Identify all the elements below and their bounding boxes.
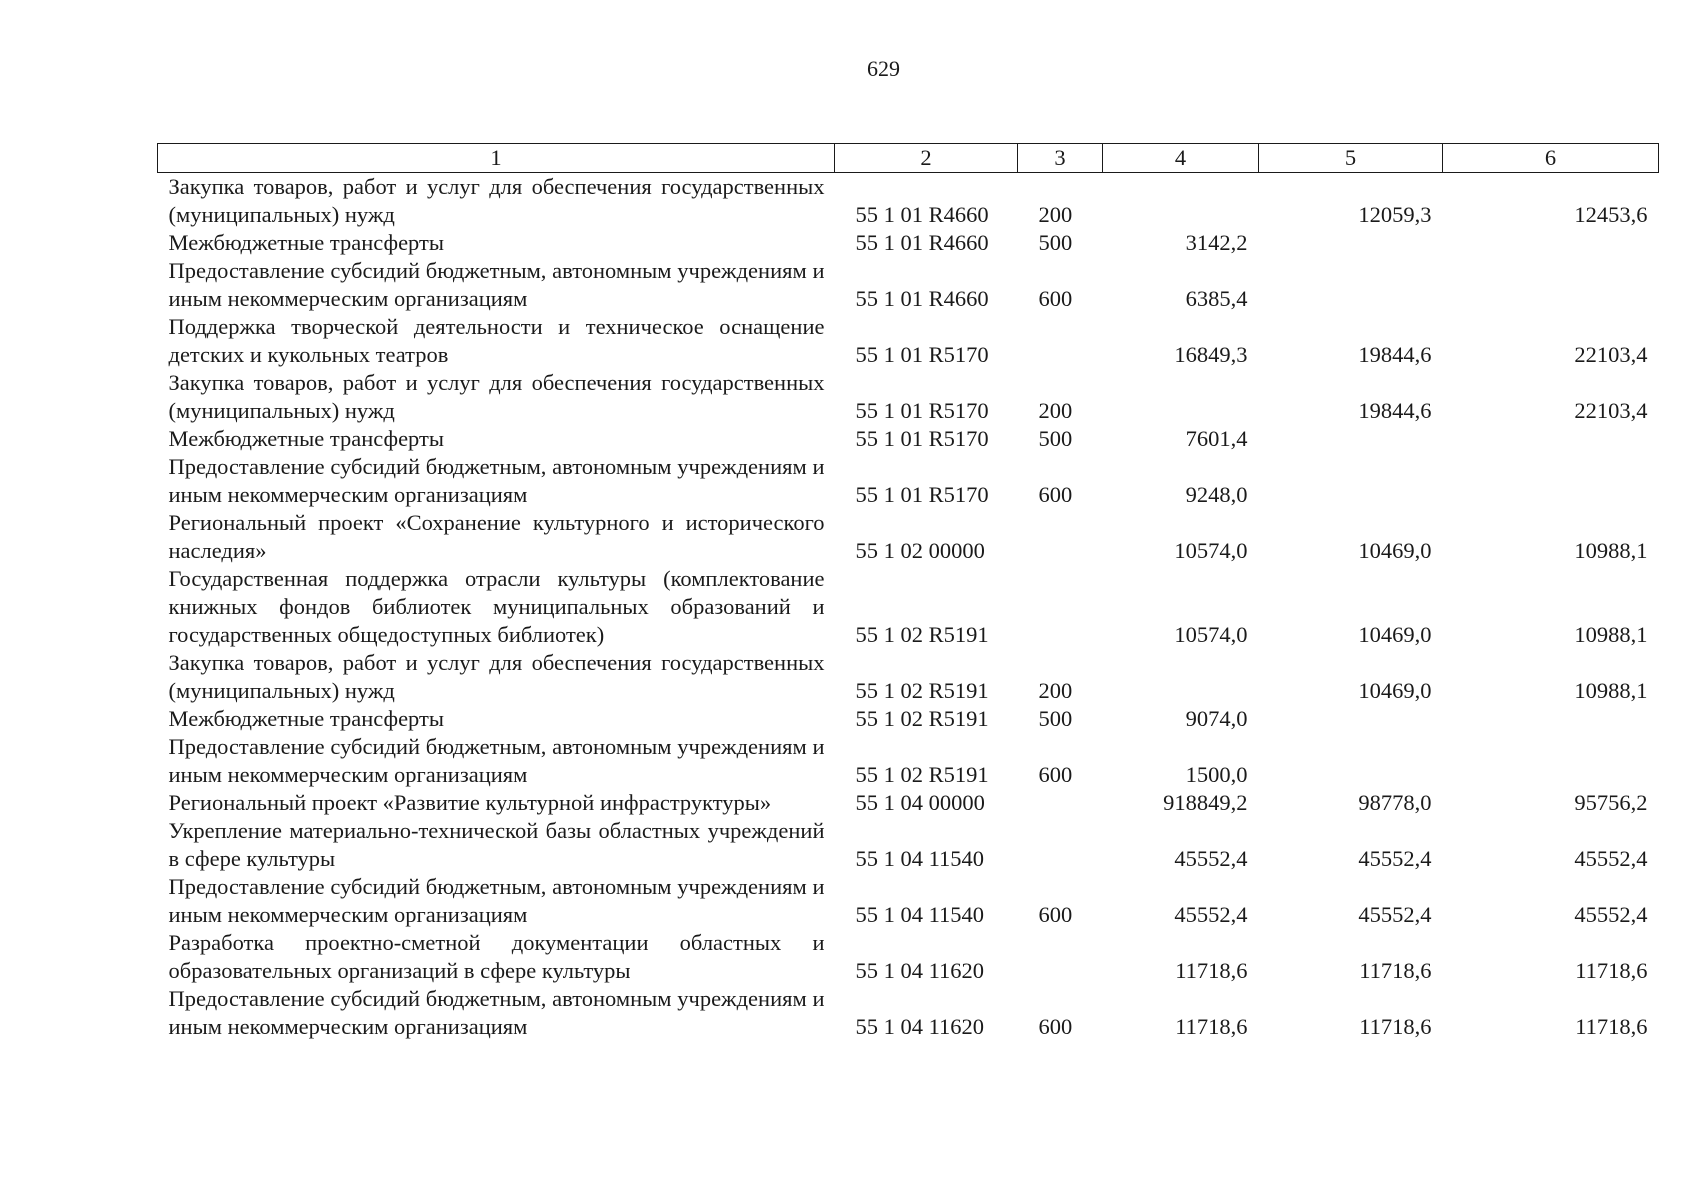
row-amount-col6 (1443, 733, 1659, 789)
row-amount-col4: 10574,0 (1174, 622, 1248, 647)
row-amount-col6 (1443, 257, 1659, 313)
row-amount-col4: 16849,3 (1174, 342, 1248, 367)
row-code: 55 1 01 R4660 (855, 202, 989, 227)
column-header-year-3: 6 (1443, 144, 1659, 173)
row-code: 55 1 02 R5191 (855, 762, 989, 787)
row-amount-col4: 11718,6 (1175, 1014, 1248, 1039)
row-amount-col5: 10469,0 (1358, 538, 1432, 563)
row-code: 55 1 01 R4660 (855, 286, 989, 311)
row-name: Региональный проект «Развитие культурной инфраструктуры» (168, 790, 772, 815)
row-code: 55 1 01 R4660 (855, 230, 989, 255)
row-name: Поддержка творческой деятельности и техническое оснащение детских и кукольных театров (168, 314, 825, 367)
row-name: Предоставление субсидий бюджетным, автономным учреждениям и иным некоммерческим организациям (168, 734, 825, 787)
row-amount-col5: 98778,0 (1358, 790, 1432, 815)
column-header-code: 2 (835, 144, 1018, 173)
row-amount-col5: 11718,6 (1359, 1014, 1432, 1039)
table-row (158, 313, 1659, 369)
page-number: 629 (867, 56, 900, 81)
row-name: Государственная поддержка отрасли культуры (комплектование книжных фондов библиотек муниципальных образований и государственных общедоступных библиотек) (168, 566, 825, 647)
row-expense-type: 600 (1038, 482, 1073, 507)
row-amount-col4 (1103, 369, 1259, 425)
row-name: Межбюджетные трансферты (168, 230, 444, 255)
row-amount-col6: 10988,1 (1574, 538, 1648, 563)
row-amount-col6 (1443, 425, 1659, 453)
row-name: Региональный проект «Сохранение культурного и исторического наследия» (168, 510, 825, 563)
row-amount-col5: 10469,0 (1358, 622, 1432, 647)
row-amount-col4: 45552,4 (1174, 846, 1248, 871)
row-code: 55 1 01 R5170 (855, 482, 989, 507)
row-name: Межбюджетные трансферты (168, 706, 444, 731)
row-expense-type: 600 (1038, 286, 1073, 311)
row-amount-col5: 45552,4 (1358, 846, 1432, 871)
row-amount-col5: 19844,6 (1358, 342, 1432, 367)
row-amount-col4: 10574,0 (1174, 538, 1248, 563)
row-expense-type: 500 (1038, 230, 1073, 255)
row-amount-col6: 10988,1 (1574, 622, 1648, 647)
row-amount-col5 (1259, 229, 1443, 257)
row-amount-col6: 95756,2 (1574, 790, 1648, 815)
row-expense-type: 600 (1038, 1014, 1073, 1039)
row-amount-col6: 10988,1 (1574, 678, 1648, 703)
table-row (158, 369, 1659, 425)
table-row (158, 873, 1659, 929)
row-amount-col6: 11718,6 (1575, 958, 1648, 983)
column-header-year-1: 4 (1103, 144, 1259, 173)
table-row (158, 789, 1659, 817)
row-amount-col4 (1103, 173, 1259, 230)
row-name: Предоставление субсидий бюджетным, автономным учреждениям и иным некоммерческим организациям (168, 258, 825, 311)
row-name: Укрепление материально-технической базы областных учреждений в сфере культуры (168, 818, 825, 871)
row-amount-col5: 12059,3 (1358, 202, 1432, 227)
table-row (158, 929, 1659, 985)
table-row (158, 425, 1659, 453)
row-amount-col4: 9074,0 (1185, 706, 1248, 731)
row-amount-col4: 9248,0 (1185, 482, 1248, 507)
row-name: Закупка товаров, работ и услуг для обеспечения государственных (муниципальных) нужд (168, 174, 825, 227)
row-amount-col4: 3142,2 (1185, 230, 1248, 255)
row-amount-col5 (1259, 453, 1443, 509)
row-expense-type (1018, 817, 1103, 873)
row-code: 55 1 04 00000 (855, 790, 985, 815)
row-amount-col5: 11718,6 (1359, 958, 1432, 983)
row-amount-col5: 45552,4 (1358, 902, 1432, 927)
row-amount-col6: 22103,4 (1574, 398, 1648, 423)
row-amount-col4: 918849,2 (1163, 790, 1248, 815)
row-amount-col6: 11718,6 (1575, 1014, 1648, 1039)
row-name: Предоставление субсидий бюджетным, автономным учреждениям и иным некоммерческим организациям (168, 454, 825, 507)
row-code: 55 1 02 00000 (855, 538, 985, 563)
row-amount-col6: 22103,4 (1574, 342, 1648, 367)
row-amount-col5: 10469,0 (1358, 678, 1432, 703)
row-code: 55 1 02 R5191 (855, 678, 989, 703)
table-row (158, 453, 1659, 509)
row-expense-type (1018, 509, 1103, 565)
row-amount-col6 (1443, 453, 1659, 509)
row-expense-type (1018, 565, 1103, 649)
row-expense-type: 200 (1038, 678, 1073, 703)
row-amount-col5 (1259, 733, 1443, 789)
column-header-type: 3 (1018, 144, 1103, 173)
row-name: Закупка товаров, работ и услуг для обеспечения государственных (муниципальных) нужд (168, 650, 825, 703)
row-amount-col6: 45552,4 (1574, 846, 1648, 871)
row-code: 55 1 01 R5170 (855, 426, 989, 451)
row-amount-col6: 45552,4 (1574, 902, 1648, 927)
row-expense-type: 200 (1038, 202, 1073, 227)
row-expense-type: 500 (1038, 426, 1073, 451)
table-row (158, 257, 1659, 313)
row-name: Закупка товаров, работ и услуг для обеспечения государственных (муниципальных) нужд (168, 370, 825, 423)
budget-table (157, 143, 1659, 1041)
column-header-year-2: 5 (1259, 144, 1443, 173)
row-code: 55 1 04 11540 (855, 846, 985, 871)
row-name: Предоставление субсидий бюджетным, автономным учреждениям и иным некоммерческим организациям (168, 986, 825, 1039)
row-amount-col5 (1259, 257, 1443, 313)
row-amount-col6 (1443, 229, 1659, 257)
row-amount-col4: 11718,6 (1175, 958, 1248, 983)
row-code: 55 1 01 R5170 (855, 342, 989, 367)
row-expense-type (1018, 789, 1103, 817)
row-amount-col4: 6385,4 (1185, 286, 1248, 311)
table-header (158, 144, 1659, 173)
table-row (158, 565, 1659, 649)
table-row (158, 985, 1659, 1041)
row-amount-col5 (1259, 425, 1443, 453)
row-amount-col4: 7601,4 (1185, 426, 1248, 451)
row-code: 55 1 04 11620 (855, 958, 985, 983)
header-row (158, 144, 1659, 173)
row-expense-type: 500 (1038, 706, 1073, 731)
row-code: 55 1 02 R5191 (855, 706, 989, 731)
table-row (158, 173, 1659, 230)
table-row (158, 649, 1659, 705)
row-amount-col6: 12453,6 (1574, 202, 1648, 227)
row-code: 55 1 02 R5191 (855, 622, 989, 647)
row-expense-type (1018, 929, 1103, 985)
row-amount-col6 (1443, 705, 1659, 733)
row-expense-type: 600 (1038, 762, 1073, 787)
row-amount-col4: 45552,4 (1174, 902, 1248, 927)
row-amount-col5 (1259, 705, 1443, 733)
column-header-name: 1 (158, 144, 835, 173)
row-code: 55 1 04 11620 (855, 1014, 985, 1039)
row-amount-col5: 19844,6 (1358, 398, 1432, 423)
row-code: 55 1 04 11540 (855, 902, 985, 927)
row-code: 55 1 01 R5170 (855, 398, 989, 423)
table-body (158, 173, 1659, 1042)
table-row (158, 229, 1659, 257)
row-expense-type (1018, 313, 1103, 369)
table-row (158, 733, 1659, 789)
row-name: Разработка проектно-сметной документации областных и образовательных организаций в сфере культуры (168, 930, 825, 983)
row-expense-type: 600 (1038, 902, 1073, 927)
table-row (158, 817, 1659, 873)
row-name: Предоставление субсидий бюджетным, автономным учреждениям и иным некоммерческим организациям (168, 874, 825, 927)
row-amount-col4: 1500,0 (1185, 762, 1248, 787)
table-row (158, 705, 1659, 733)
table-row (158, 509, 1659, 565)
row-expense-type: 200 (1038, 398, 1073, 423)
row-amount-col4 (1103, 649, 1259, 705)
row-name: Межбюджетные трансферты (168, 426, 444, 451)
